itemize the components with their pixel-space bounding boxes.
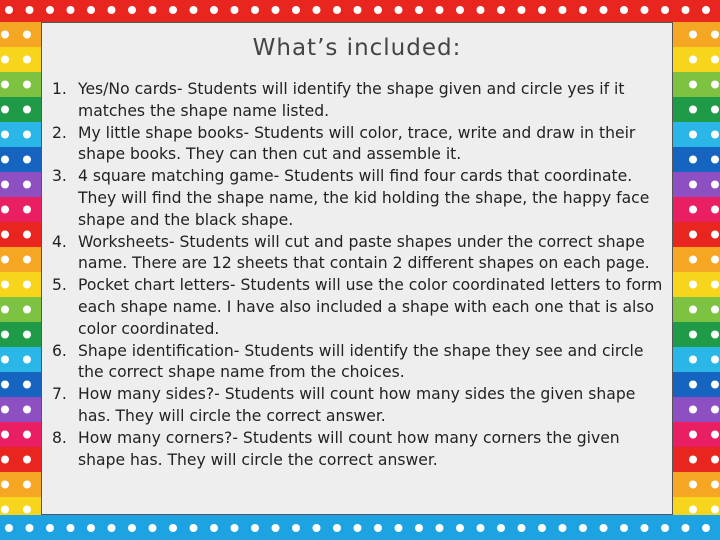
bottom-band-dot	[67, 524, 75, 532]
item-text: My little shape books- Students will color, trace, write and draw in their shape books. They can then cut and assemble it.	[78, 123, 636, 164]
top-band-dot	[579, 6, 587, 14]
top-band-dot	[333, 6, 341, 14]
border-dot	[711, 256, 719, 264]
border-dot	[23, 456, 31, 464]
list-item	[52, 79, 666, 123]
top-band-dot	[149, 6, 157, 14]
bottom-band-dot	[354, 524, 362, 532]
bottom-band-dot	[333, 524, 341, 532]
top-band-dot	[108, 6, 116, 14]
border-dot	[689, 431, 697, 439]
border-dot	[1, 406, 9, 414]
top-band-dot	[477, 6, 485, 14]
bottom-band-dot	[702, 524, 710, 532]
bottom-band-dot	[374, 524, 382, 532]
border-dot	[711, 206, 719, 214]
border-dot	[23, 431, 31, 439]
border-dot	[1, 331, 9, 339]
border-dot	[23, 231, 31, 239]
border-dot	[711, 31, 719, 39]
border-dot	[23, 56, 31, 64]
border-dot	[23, 81, 31, 89]
item-text: 4 square matching game- Students will find four cards that coordinate. They will find the shape name, the kid holding the shape, the happy face shape and the black shape.	[78, 167, 650, 229]
border-dot	[711, 306, 719, 314]
border-dot	[689, 331, 697, 339]
item-number: 5.	[52, 276, 67, 295]
bottom-band-dot	[5, 524, 13, 532]
bottom-band-dot	[497, 524, 505, 532]
border-dot	[1, 506, 9, 514]
bottom-band-dot	[251, 524, 259, 532]
top-band-dot	[190, 6, 198, 14]
border-dot	[689, 131, 697, 139]
border-dot	[711, 281, 719, 289]
border-dot	[711, 481, 719, 489]
item-text: Worksheets- Students will cut and paste shapes under the correct shape name. There are 12 sheets that contain 2 different shapes on each page.	[78, 232, 650, 273]
border-dot	[23, 406, 31, 414]
border-dot	[23, 306, 31, 314]
top-band-dot	[5, 6, 13, 14]
border-dot	[1, 156, 9, 164]
top-band-dot	[374, 6, 382, 14]
border-dot	[1, 31, 9, 39]
border-dot	[23, 206, 31, 214]
border-dot	[689, 356, 697, 364]
top-band-dot	[600, 6, 608, 14]
border-dot	[689, 106, 697, 114]
border-dot	[23, 281, 31, 289]
item-number: 8.	[52, 428, 67, 447]
list-item	[52, 123, 666, 167]
border-dot	[711, 56, 719, 64]
list-item	[52, 275, 666, 340]
bottom-band-dot	[313, 524, 321, 532]
bottom-band-dot	[395, 524, 403, 532]
list-item	[52, 428, 666, 472]
top-band-dot	[497, 6, 505, 14]
top-band-dot	[620, 6, 628, 14]
border-dot	[689, 306, 697, 314]
border-dot	[711, 406, 719, 414]
border-dot	[711, 106, 719, 114]
bottom-band-dot	[128, 524, 136, 532]
border-dot	[1, 131, 9, 139]
bottom-band-dot	[436, 524, 444, 532]
border-dot	[711, 181, 719, 189]
top-band-dot	[436, 6, 444, 14]
border-dot	[23, 31, 31, 39]
border-dot	[1, 431, 9, 439]
top-band-dot	[661, 6, 669, 14]
border-dot	[689, 506, 697, 514]
border-dot	[1, 81, 9, 89]
top-band-dot	[46, 6, 54, 14]
bottom-band-dot	[579, 524, 587, 532]
list-item	[52, 384, 666, 428]
border-dot	[689, 381, 697, 389]
border-dot	[689, 481, 697, 489]
top-band-dot	[313, 6, 321, 14]
border-dot	[23, 106, 31, 114]
bottom-band-dot	[231, 524, 239, 532]
top-band-dot	[87, 6, 95, 14]
border-dot	[689, 256, 697, 264]
border-dot	[711, 331, 719, 339]
top-band-dot	[641, 6, 649, 14]
bottom-band-dot	[46, 524, 54, 532]
item-number: 3.	[52, 167, 67, 186]
bottom-band-dot	[682, 524, 690, 532]
top-band-dot	[128, 6, 136, 14]
border-dot	[23, 356, 31, 364]
border-dot	[689, 231, 697, 239]
bottom-band-dot	[600, 524, 608, 532]
list-item	[52, 166, 666, 231]
border-dot	[711, 456, 719, 464]
border-dot	[1, 256, 9, 264]
top-band-dot	[272, 6, 280, 14]
item-text: Yes/No cards- Students will identify the shape given and circle yes if it matches the shape name listed.	[78, 80, 625, 120]
border-dot	[711, 356, 719, 364]
border-dot	[23, 256, 31, 264]
border-dot	[23, 481, 31, 489]
page-title: What’s included:	[252, 35, 462, 61]
bottom-band-dot	[292, 524, 300, 532]
top-band-dot	[456, 6, 464, 14]
border-dot	[23, 181, 31, 189]
border-dot	[689, 281, 697, 289]
bottom-band-dot	[190, 524, 198, 532]
bottom-band-dot	[26, 524, 34, 532]
border-dot	[689, 406, 697, 414]
border-dot	[689, 81, 697, 89]
border-dot	[711, 506, 719, 514]
item-text: Shape identification- Students will identify the shape they see and circle the correct shape name from the choices.	[78, 341, 644, 382]
item-text: Pocket chart letters- Students will use the color coordinated letters to form each shape name. I have also included a shape with each one that is also color coordinated.	[78, 276, 663, 338]
bottom-band-dot	[210, 524, 218, 532]
bottom-band-dot	[169, 524, 177, 532]
top-band-dot	[26, 6, 34, 14]
border-dot	[1, 481, 9, 489]
border-dot	[711, 381, 719, 389]
border-dot	[1, 206, 9, 214]
border-dot	[689, 181, 697, 189]
bottom-band-dot	[641, 524, 649, 532]
item-text: How many sides?- Students will count how many sides the given shape has. They will circle the correct answer.	[78, 385, 636, 425]
border-dot	[1, 381, 9, 389]
border-dot	[1, 356, 9, 364]
top-band-dot	[395, 6, 403, 14]
top-band-dot	[67, 6, 75, 14]
content-card	[41, 22, 673, 515]
border-dot	[689, 456, 697, 464]
border-dot	[23, 331, 31, 339]
list-item	[52, 341, 666, 385]
top-band-dot	[559, 6, 567, 14]
border-dot	[711, 231, 719, 239]
top-band-dot	[292, 6, 300, 14]
top-band-dot	[169, 6, 177, 14]
border-dot	[711, 131, 719, 139]
top-band-dot	[702, 6, 710, 14]
item-number: 1.	[52, 80, 67, 98]
top-band-dot	[415, 6, 423, 14]
bottom-band-dot	[87, 524, 95, 532]
bottom-band-dot	[149, 524, 157, 532]
border-dot	[1, 306, 9, 314]
top-band-dot	[251, 6, 259, 14]
item-number: 2.	[52, 123, 67, 142]
border-dot	[1, 181, 9, 189]
top-band-dot	[682, 6, 690, 14]
border-dot	[23, 381, 31, 389]
bottom-band-dot	[456, 524, 464, 532]
bottom-band-dot	[559, 524, 567, 532]
border-dot	[711, 81, 719, 89]
bottom-band-dot	[272, 524, 280, 532]
item-number: 4.	[52, 232, 67, 251]
top-band-dot	[538, 6, 546, 14]
bottom-band-dot	[538, 524, 546, 532]
border-dot	[1, 106, 9, 114]
border-dot	[1, 56, 9, 64]
list-item	[52, 232, 666, 276]
border-dot	[689, 156, 697, 164]
border-dot	[23, 131, 31, 139]
top-band-dot	[518, 6, 526, 14]
border-dot	[711, 156, 719, 164]
border-dot	[689, 56, 697, 64]
border-dot	[23, 156, 31, 164]
bottom-band-dot	[661, 524, 669, 532]
bottom-band-dot	[620, 524, 628, 532]
border-dot	[689, 31, 697, 39]
border-dot	[1, 456, 9, 464]
border-dot	[1, 231, 9, 239]
top-band-dot	[231, 6, 239, 14]
border-dot	[711, 431, 719, 439]
bottom-band-dot	[108, 524, 116, 532]
item-number: 7.	[52, 385, 67, 404]
item-text: How many corners?- Students will count how many corners the given shape has. They will circle the correct answer.	[78, 428, 620, 469]
bottom-band-dot	[477, 524, 485, 532]
border-dot	[23, 506, 31, 514]
border-dot	[689, 206, 697, 214]
included-items-list	[52, 79, 666, 471]
top-band-dot	[354, 6, 362, 14]
top-band-dot	[210, 6, 218, 14]
bottom-band-dot	[518, 524, 526, 532]
bottom-band-dot	[415, 524, 423, 532]
border-dot	[1, 281, 9, 289]
item-number: 6.	[52, 341, 67, 360]
